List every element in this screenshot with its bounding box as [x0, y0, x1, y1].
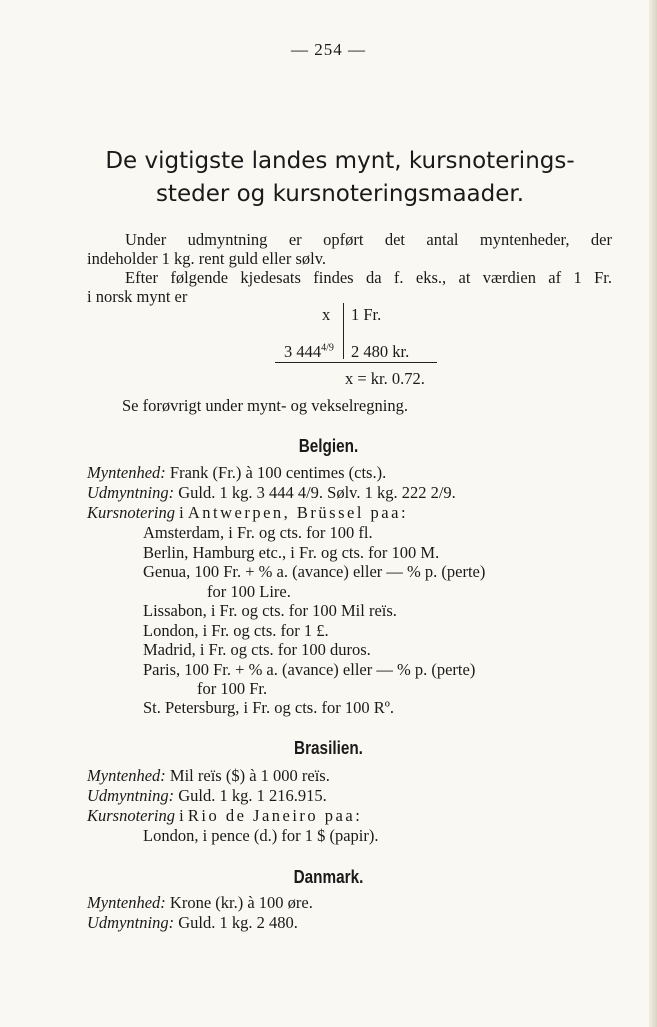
intro-text [87, 230, 612, 306]
section-heading-belgien: Belgien. [298, 436, 359, 456]
udmyntning-value: Guld. 1 kg. 3 444 4/9. Sølv. 1 kg. 222 2/9. [178, 483, 456, 502]
page-edge [649, 0, 657, 1027]
page-number: — 254 — [291, 40, 366, 59]
myntenhed-value: Frank (Fr.) à 100 centimes (cts.). [169, 463, 387, 482]
section-heading-brasilien: Brasilien. [294, 738, 363, 758]
udmyntning-value: Guld. 1 kg. 2 480. [178, 913, 298, 932]
myntenhed-value: Krone (kr.) à 100 øre. [169, 893, 313, 912]
danmark-udmyntning [87, 913, 298, 933]
title-line-2: steder og kursnoteringsmaader. [155, 181, 525, 207]
chain-result: x = kr. 0.72. [345, 369, 425, 388]
kursnotering-i: i [179, 503, 184, 522]
udmyntning-label: Udmyntning: [87, 483, 175, 502]
chain-x: x [322, 305, 331, 324]
intro-line-2: indeholder 1 kg. rent guld eller sølv. [87, 249, 327, 268]
section-heading-danmark: Danmark. [293, 867, 364, 887]
kursnotering-place: Rio de Janeiro paa: [187, 806, 363, 825]
list-item: Berlin, Hamburg etc., i Fr. og cts. for 100 M. [143, 543, 440, 562]
myntenhed-label: Myntenhed: [87, 893, 166, 912]
kursnotering-place: Antwerpen, Brüssel paa: [187, 503, 409, 522]
myntenhed-label: Myntenhed: [87, 463, 166, 482]
brasilien-myntenhed [87, 766, 330, 786]
list-item: St. Petersburg, i Fr. og cts. for 100 Rº. [143, 698, 394, 717]
intro-line-3: Efter følgende kjedesats findes da f. eks., at værdien af 1 Fr. [125, 268, 612, 287]
intro-line-4: i norsk mynt er [87, 287, 188, 306]
udmyntning-label: Udmyntning: [87, 913, 175, 932]
list-item: Lissabon, i Fr. og cts. for 100 Mil reïs. [143, 601, 397, 620]
chain-divider [343, 303, 344, 359]
list-item: London, i pence (d.) for 1 $ (papir). [143, 826, 379, 845]
kursnotering-label: Kursnotering [87, 806, 176, 825]
kursnotering-i: i [179, 806, 184, 825]
myntenhed-value: Mil reïs ($) à 1 000 reïs. [169, 766, 330, 785]
chain-rule-line [275, 362, 437, 363]
chain-1fr: 1 Fr. [351, 305, 382, 324]
list-item: Paris, 100 Fr. + % a. (avance) eller — % p. (perte) [143, 660, 476, 679]
intro-line-1: Under udmyntning er opført det antal myntenheder, der [125, 230, 612, 249]
page-title [60, 145, 620, 211]
chain-left-fraction: 4/9 [321, 342, 334, 354]
list-item-continuation: for 100 Lire. [207, 582, 291, 601]
belgien-myntenhed [87, 463, 386, 483]
brasilien-udmyntning [87, 786, 327, 806]
kursnotering-label: Kursnotering [87, 503, 176, 522]
title-line-1: De vigtigste landes mynt, kursnoterings- [105, 148, 575, 174]
list-item: London, i Fr. og cts. for 1 £. [143, 621, 329, 640]
udmyntning-label: Udmyntning: [87, 786, 175, 805]
danmark-myntenhed [87, 893, 313, 913]
myntenhed-label: Myntenhed: [87, 766, 166, 785]
udmyntning-value: Guld. 1 kg. 1 216.915. [178, 786, 327, 805]
chain-left-value: 3 444 [284, 342, 322, 361]
list-item: Genua, 100 Fr. + % a. (avance) eller — % p. (perte) [143, 562, 486, 581]
list-item-continuation: for 100 Fr. [197, 679, 268, 698]
belgien-kursnotering [87, 503, 408, 523]
see-also: Se forøvrigt under mynt- og vekselregning. [122, 396, 408, 415]
chain-right: 2 480 kr. [351, 342, 410, 361]
brasilien-kursnotering [87, 806, 362, 826]
chain-left [284, 342, 334, 362]
list-item: Madrid, i Fr. og cts. for 100 duros. [143, 640, 371, 659]
list-item: Amsterdam, i Fr. og cts. for 100 fl. [143, 523, 373, 542]
belgien-udmyntning [87, 483, 456, 503]
